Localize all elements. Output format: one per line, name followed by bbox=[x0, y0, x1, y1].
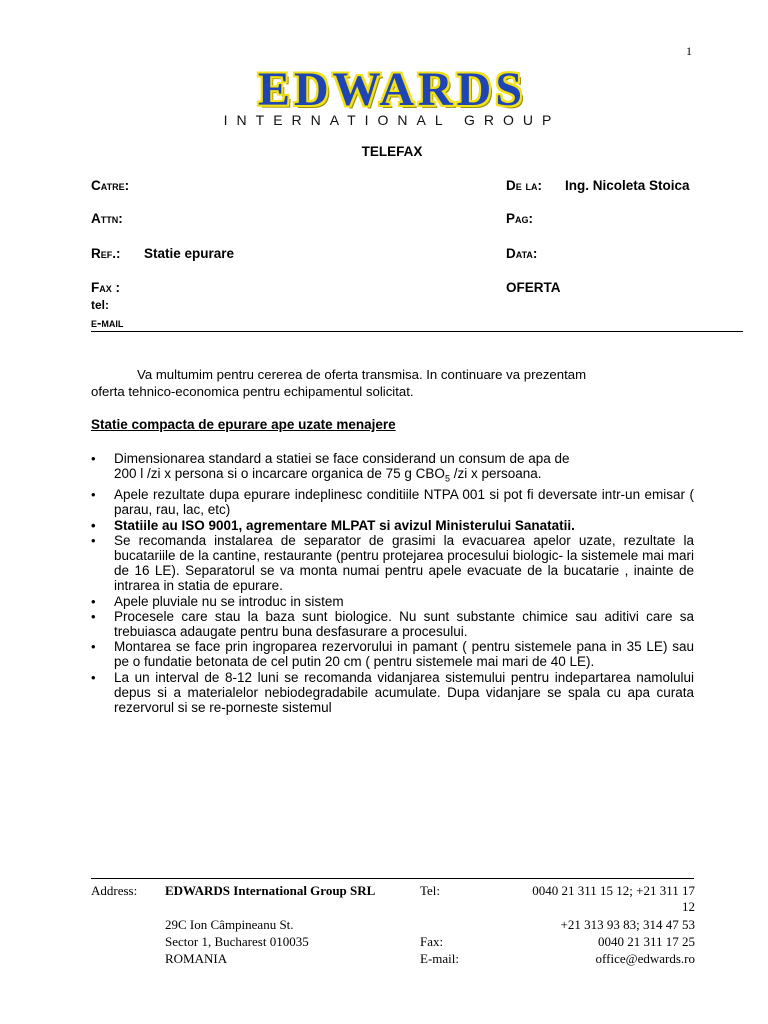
oferta-label: OFERTA bbox=[506, 280, 561, 295]
page-number: 1 bbox=[686, 44, 692, 58]
bullet-dot: • bbox=[91, 517, 96, 533]
footer-country: ROMANIA bbox=[165, 951, 228, 966]
footer-sector: Sector 1, Bucharest 010035 bbox=[165, 934, 309, 949]
de-la-label: De la: bbox=[506, 178, 542, 193]
email-label: e-mail bbox=[91, 315, 124, 330]
bullet-1-text-b: /zi x persoana. bbox=[449, 466, 542, 482]
footer-tel-2: +21 313 93 83; 314 47 53 bbox=[560, 917, 695, 932]
bullet-2-text: Apele rezultate dupa epurare indeplinesc conditiile NTPA 001 si pot fi deversate intr-un emisar ( parau, rau, lac, etc) bbox=[114, 487, 694, 518]
bullet-7-text: Montarea se face prin ingroparea rezervorului in pamant ( pentru sistemele pana in 35 LE) sau pe o fundatie betonata de cel putin 20 cm ( pentru sistemele mai mari de 40 LE). bbox=[114, 639, 694, 670]
bullet-1-text-a: 200 l /zi x persona si o incarcare organica de 75 g CBO bbox=[114, 466, 445, 482]
tel-label: tel: bbox=[91, 298, 109, 312]
bullet-dot: • bbox=[91, 451, 96, 466]
logo-tagline: INTERNATIONAL GROUP bbox=[223, 112, 561, 128]
intro-line-1: Va multumim pentru cererea de oferta transmisa. In continuare va prezentam bbox=[137, 367, 587, 382]
bullet-dot: • bbox=[91, 608, 96, 624]
list-item bbox=[91, 670, 694, 716]
footer-tel-1: 0040 21 311 15 12; +21 311 17 bbox=[532, 883, 695, 898]
list-item bbox=[91, 518, 694, 533]
bullet-8-text: La un interval de 8-12 luni se recomanda vidanjarea sistemului pentru indepartarea namolului depus si a materialelor nebiodegradabile acumulate. Dupa vidanjare se spala cu apa curata rezervorul si se re-porneste sistemul bbox=[114, 669, 694, 715]
edwards-logo: EDWARDS bbox=[257, 63, 527, 116]
bullet-dot: • bbox=[91, 487, 96, 503]
section-title: Statie compacta de epurare ape uzate menajere bbox=[91, 417, 396, 432]
bullet-1-line-1: Dimensionarea standard a statiei se face considerand un consum de apa de bbox=[114, 451, 570, 466]
list-item bbox=[91, 451, 694, 487]
list-item bbox=[91, 533, 694, 594]
footer-tel-label: Tel: bbox=[420, 883, 441, 898]
bullet-6-text: Procesele care stau la baza sunt biologice. Nu sunt substante chimice sau aditivi care sa trebuiasca adaugate pentru buna desfasurare a procesului. bbox=[114, 608, 694, 639]
intro-paragraph bbox=[91, 366, 695, 400]
bullet-4-text: Se recomanda instalarea de separator de grasimi la evacuarea apelor uzate, rezultate la bucatariile de la cantine, restaurante (pentru protejarea procesului biologic- la sistemele mai mari de 16 LE). Separatorul se va monta numai pentru apele evacuate de la bucatarie , inainte de intrarea in statia de epurare. bbox=[114, 532, 694, 594]
list-item bbox=[91, 487, 694, 517]
bullet-dot: • bbox=[91, 639, 96, 655]
fax-label: Fax : bbox=[91, 280, 120, 295]
intro-line-2: oferta tehnico-economica pentru echipamentul solicitat. bbox=[91, 384, 414, 399]
attn-label: Attn: bbox=[91, 211, 123, 226]
bullet-1-line-2 bbox=[114, 466, 694, 487]
footer-address-label: Address: bbox=[91, 883, 138, 898]
list-item bbox=[91, 594, 694, 609]
footer-fax: 0040 21 311 17 25 bbox=[597, 934, 695, 949]
bullet-dot: • bbox=[91, 669, 96, 685]
footer-email-label: E-mail: bbox=[420, 951, 459, 966]
list-item bbox=[91, 609, 694, 639]
footer-divider bbox=[91, 878, 694, 879]
header-divider bbox=[91, 331, 743, 332]
catre-label: Catre: bbox=[91, 178, 130, 193]
bullet-5-text: Apele pluviale nu se introduc in sistem bbox=[114, 593, 344, 609]
bullet-3-text: Statiile au ISO 9001, agrementare MLPAT si avizul Ministerului Sanatatii. bbox=[114, 517, 575, 533]
list-item bbox=[91, 639, 694, 669]
footer-fax-label: Fax: bbox=[420, 934, 444, 949]
footer-company: EDWARDS International Group SRL bbox=[165, 883, 376, 898]
de-la-value: Ing. Nicoleta Stoica bbox=[565, 178, 690, 193]
bullet-list bbox=[91, 451, 694, 715]
document-title: TELEFAX bbox=[361, 144, 423, 159]
footer-email-link[interactable]: office@edwards.ro bbox=[595, 951, 695, 966]
data-label: Data: bbox=[506, 246, 538, 261]
footer-tel-1-continued: 12 bbox=[682, 899, 695, 914]
ref-value: Statie epurare bbox=[144, 246, 235, 261]
bullet-1-subscript: 5 bbox=[444, 473, 450, 484]
footer-street: 29C Ion Câmpineanu St. bbox=[165, 917, 294, 932]
pag-label: Pag: bbox=[506, 211, 533, 226]
bullet-dot: • bbox=[91, 593, 96, 609]
ref-label: Ref.: bbox=[91, 246, 121, 261]
bullet-dot: • bbox=[91, 532, 96, 548]
